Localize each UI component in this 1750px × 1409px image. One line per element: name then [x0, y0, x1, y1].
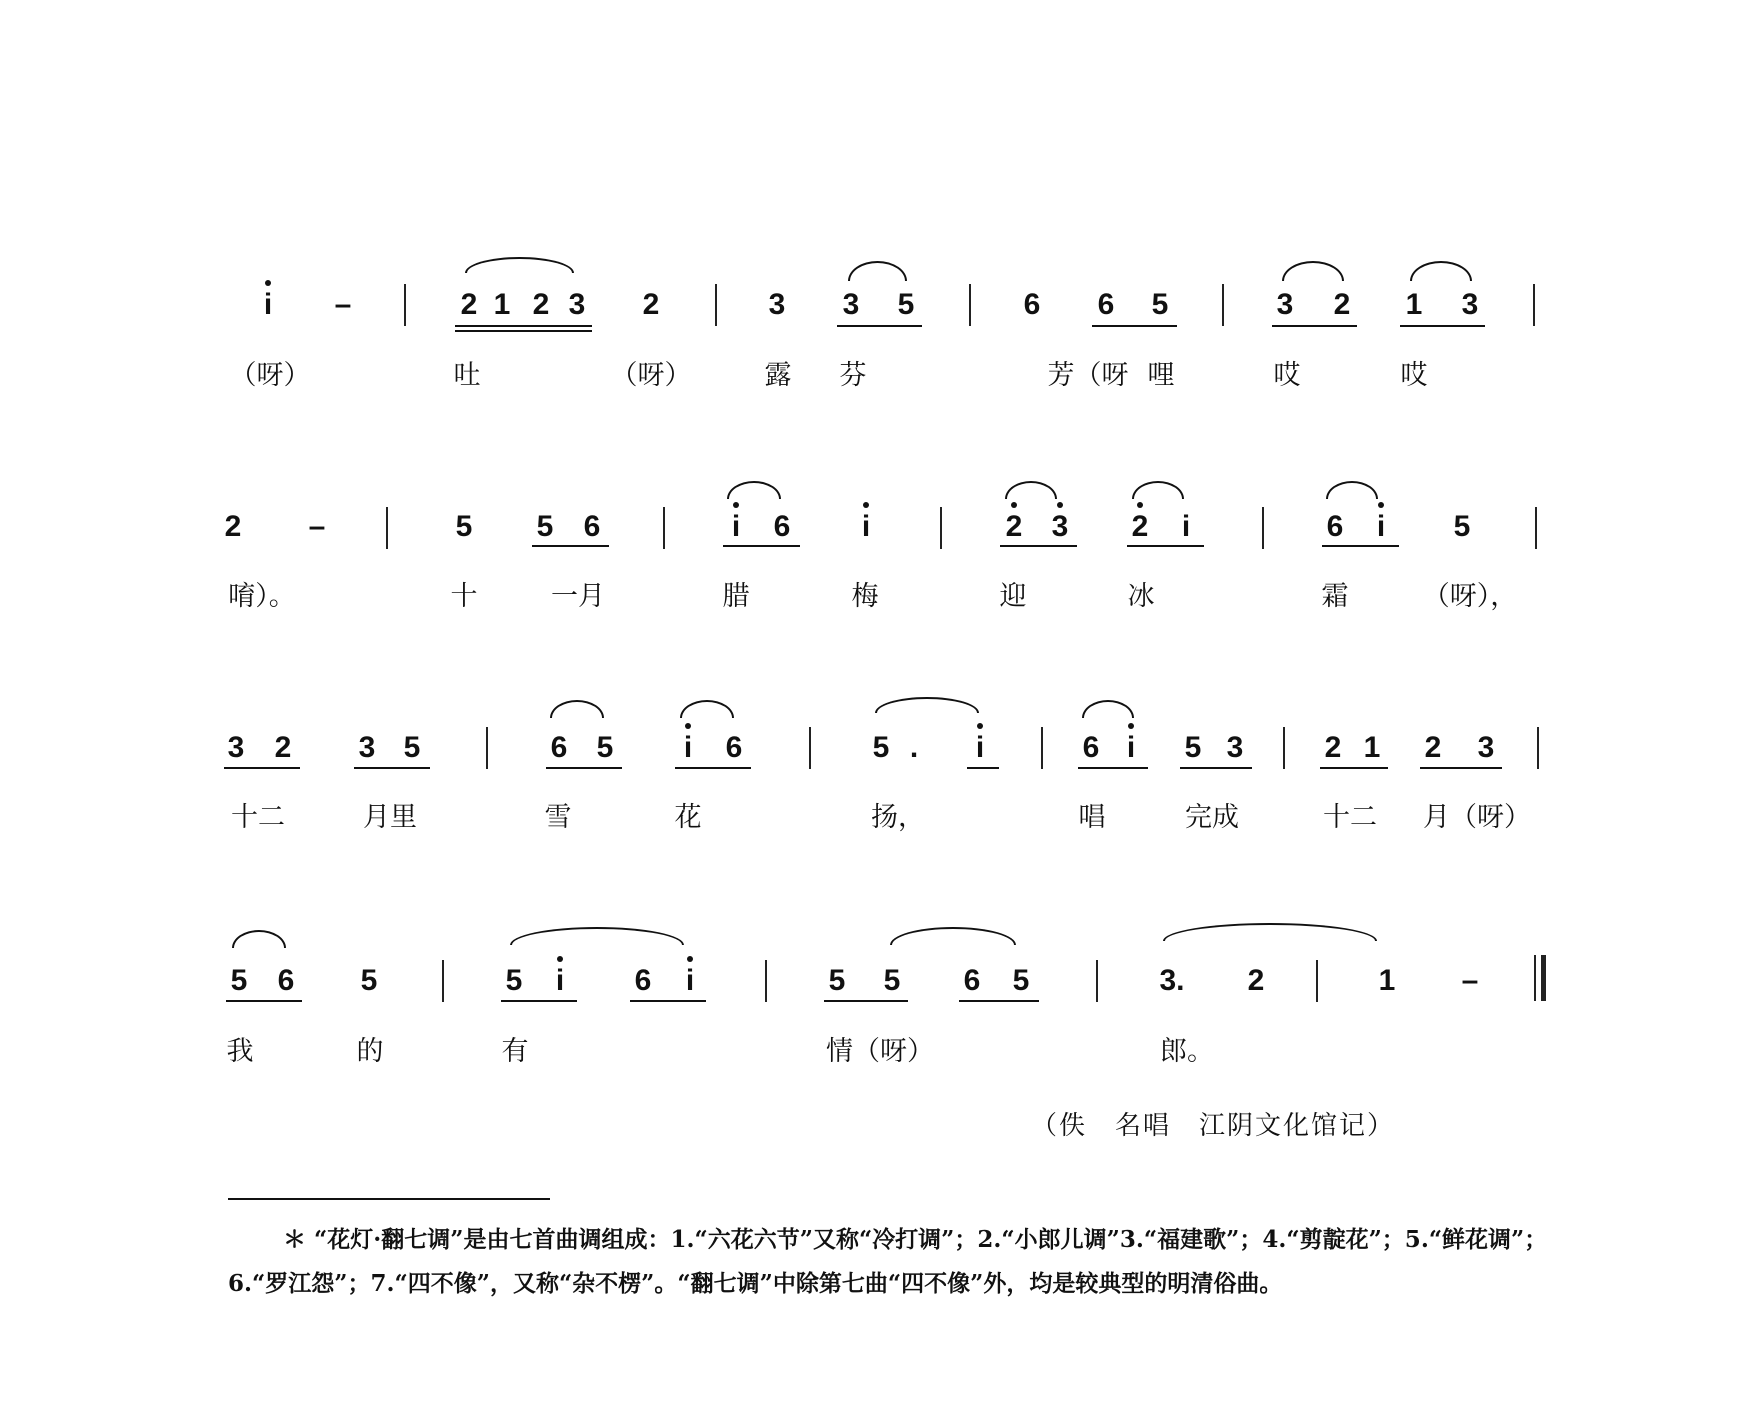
underline — [1272, 325, 1357, 327]
high-octave-dot — [977, 723, 983, 729]
note: 5 — [1012, 964, 1030, 997]
barline — [386, 507, 388, 549]
note: 2 — [1247, 964, 1265, 997]
note: 5 — [360, 964, 378, 997]
barline — [486, 727, 488, 769]
slur — [727, 481, 781, 499]
barline — [1537, 727, 1539, 769]
note: 3 — [1477, 731, 1495, 764]
note: i — [861, 510, 871, 543]
note: 6 — [583, 510, 601, 543]
underline — [532, 545, 609, 547]
underline — [1320, 767, 1388, 769]
underline — [1420, 767, 1502, 769]
lyric: 郎。 — [1160, 1036, 1214, 1067]
note: 6 — [277, 964, 295, 997]
note: 3 — [1226, 731, 1244, 764]
lyric: 十二 — [231, 802, 285, 833]
slur — [550, 700, 604, 718]
barline — [1535, 507, 1537, 549]
high-octave-dot — [1011, 502, 1017, 508]
slur — [1132, 481, 1184, 499]
barline — [1041, 727, 1043, 769]
lyric: 哩 — [1147, 360, 1175, 391]
barline — [715, 284, 717, 326]
note: 3. — [1159, 964, 1185, 997]
slur — [875, 697, 979, 713]
barline — [940, 507, 942, 549]
note: 5 — [1184, 731, 1202, 764]
barline — [1533, 284, 1535, 326]
note: 3 — [842, 288, 860, 321]
note: 6 — [725, 731, 743, 764]
lyric: 冰 — [1127, 581, 1155, 612]
note: 1 — [1405, 288, 1423, 321]
note: 3 — [227, 731, 245, 764]
high-octave-dot — [863, 502, 869, 508]
lyric: 哎 — [1400, 360, 1428, 391]
lyric: 十 — [450, 581, 478, 612]
note: i — [731, 510, 741, 543]
note: 3 — [568, 288, 586, 321]
note: 2 — [1324, 731, 1342, 764]
underline — [1180, 767, 1252, 769]
note: 3 — [1461, 288, 1479, 321]
lyric: 梅 — [851, 581, 879, 612]
lyric: 我 — [226, 1036, 254, 1067]
barline — [442, 960, 444, 1002]
note: 5 — [1151, 288, 1169, 321]
sustain-dash: – — [308, 510, 326, 543]
lyric: 芳（呀 — [1047, 360, 1129, 391]
note: 5 — [455, 510, 473, 543]
lyric: 唷）。 — [228, 581, 296, 612]
slur — [680, 700, 734, 718]
note: 6 — [963, 964, 981, 997]
high-octave-dot — [1378, 502, 1384, 508]
lyric: 雪 — [544, 802, 572, 833]
underline — [226, 1000, 302, 1002]
barline — [1316, 960, 1318, 1002]
underline — [959, 1000, 1039, 1002]
note: 5 — [897, 288, 915, 321]
note: 1 — [1363, 731, 1381, 764]
note: 6 — [1326, 510, 1344, 543]
lyric: 月里 — [363, 802, 417, 833]
lyric: 的 — [356, 1036, 384, 1067]
note: 2 — [460, 288, 478, 321]
note: i — [975, 731, 985, 764]
underline — [354, 767, 430, 769]
note: 6 — [773, 510, 791, 543]
lyric: （呀）， — [1422, 581, 1518, 612]
lyric: 哎 — [1273, 360, 1301, 391]
note: 5 — [1453, 510, 1471, 543]
underline — [1322, 545, 1399, 547]
final-barline-thick — [1541, 955, 1546, 1001]
note: i — [683, 731, 693, 764]
underline — [224, 767, 300, 769]
note: 1 — [1378, 964, 1396, 997]
underline — [723, 545, 800, 547]
underline — [1078, 767, 1148, 769]
note: i — [1376, 510, 1386, 543]
lyric: 扬， — [871, 802, 925, 833]
lyric: 一月 — [551, 581, 605, 612]
note: 5 — [403, 731, 421, 764]
underline — [546, 767, 622, 769]
slur — [465, 257, 574, 273]
lyric: 露 — [764, 360, 792, 391]
lyric: 芬 — [839, 360, 867, 391]
underline — [630, 1000, 706, 1002]
lyric: 唱 — [1078, 802, 1106, 833]
note: 2 — [1005, 510, 1023, 543]
note: 2 — [274, 731, 292, 764]
underline — [675, 767, 751, 769]
slur — [1410, 261, 1472, 281]
dot-duration: . — [909, 731, 919, 764]
barline — [404, 284, 406, 326]
note: 3 — [1051, 510, 1069, 543]
sustain-dash: – — [334, 288, 352, 321]
note: 5 — [883, 964, 901, 997]
underline — [824, 1000, 908, 1002]
note: i — [555, 964, 565, 997]
final-barline-thin — [1534, 955, 1536, 1001]
high-octave-dot — [733, 502, 739, 508]
note: 2 — [1333, 288, 1351, 321]
sustain-dash: – — [1461, 964, 1479, 997]
barline — [765, 960, 767, 1002]
slur — [510, 927, 684, 945]
note: i — [685, 964, 695, 997]
note: 2 — [1424, 731, 1442, 764]
note: 5 — [505, 964, 523, 997]
underline — [1000, 545, 1077, 547]
note: i — [1181, 510, 1191, 543]
note: 3 — [358, 731, 376, 764]
barline — [809, 727, 811, 769]
lyric: 花 — [674, 802, 702, 833]
high-octave-dot — [1137, 502, 1143, 508]
high-octave-dot — [1057, 502, 1063, 508]
footnote-text: ＊ “花灯·翻七调”是由七首曲调组成：1.“六花六节”又称“冷打调”；2.“小郎儿调”3.“福建歌”；4.“剪靛花”；5.“鲜花调”；6.“罗江怨”；7.“四不像”，又称“杂不楞”。“翻七调”中除第七曲“四不像”外，均是较典型的明清俗曲。 — [228, 1226, 1548, 1297]
note: 5 — [536, 510, 554, 543]
lyric: （呀） — [229, 360, 311, 391]
underline — [455, 325, 592, 327]
note: i — [263, 288, 273, 321]
barline — [1262, 507, 1264, 549]
lyric: 情（呀） — [826, 1036, 934, 1067]
lyric: 十二 — [1323, 802, 1377, 833]
high-octave-dot — [265, 280, 271, 286]
underline — [1127, 545, 1204, 547]
high-octave-dot — [685, 723, 691, 729]
lyric: 月（呀） — [1423, 802, 1531, 833]
slur — [1082, 700, 1134, 718]
note: 2 — [532, 288, 550, 321]
underline — [837, 325, 922, 327]
note: 6 — [1082, 731, 1100, 764]
underline — [501, 1000, 577, 1002]
lyric: 吐 — [453, 360, 481, 391]
note: 6 — [634, 964, 652, 997]
slur — [232, 930, 286, 948]
slur — [1163, 923, 1377, 941]
slur — [890, 927, 1016, 945]
underline — [455, 330, 592, 332]
barline — [969, 284, 971, 326]
barline — [1283, 727, 1285, 769]
lyric: （呀） — [610, 360, 692, 391]
note: 5 — [596, 731, 614, 764]
note: i — [1126, 731, 1136, 764]
lyric: 霜 — [1321, 581, 1349, 612]
note: 2 — [642, 288, 660, 321]
note: 6 — [1097, 288, 1115, 321]
high-octave-dot — [687, 956, 693, 962]
note: 6 — [550, 731, 568, 764]
note: 6 — [1023, 288, 1041, 321]
lyric: 迎 — [999, 581, 1027, 612]
footnote-rule — [228, 1198, 550, 1200]
slur — [1005, 481, 1057, 499]
underline — [1092, 325, 1177, 327]
source-credit: （佚 名唱 江阴文化馆记） — [1030, 1111, 1395, 1141]
underline — [967, 767, 999, 769]
lyric: 完成 — [1185, 802, 1239, 833]
note: 3 — [768, 288, 786, 321]
underline — [1400, 325, 1485, 327]
high-octave-dot — [1128, 723, 1134, 729]
note: 1 — [493, 288, 511, 321]
barline — [1222, 284, 1224, 326]
note: 2 — [1131, 510, 1149, 543]
lyric: 腊 — [722, 581, 750, 612]
note: 5 — [872, 731, 890, 764]
note: 5 — [230, 964, 248, 997]
note: 5 — [828, 964, 846, 997]
barline — [663, 507, 665, 549]
note: 3 — [1276, 288, 1294, 321]
high-octave-dot — [557, 956, 563, 962]
footnote — [228, 1218, 1558, 1306]
slur — [1282, 261, 1344, 281]
note: 2 — [224, 510, 242, 543]
barline — [1096, 960, 1098, 1002]
slur — [1326, 481, 1378, 499]
lyric: 有 — [501, 1036, 529, 1067]
slur — [848, 261, 907, 281]
